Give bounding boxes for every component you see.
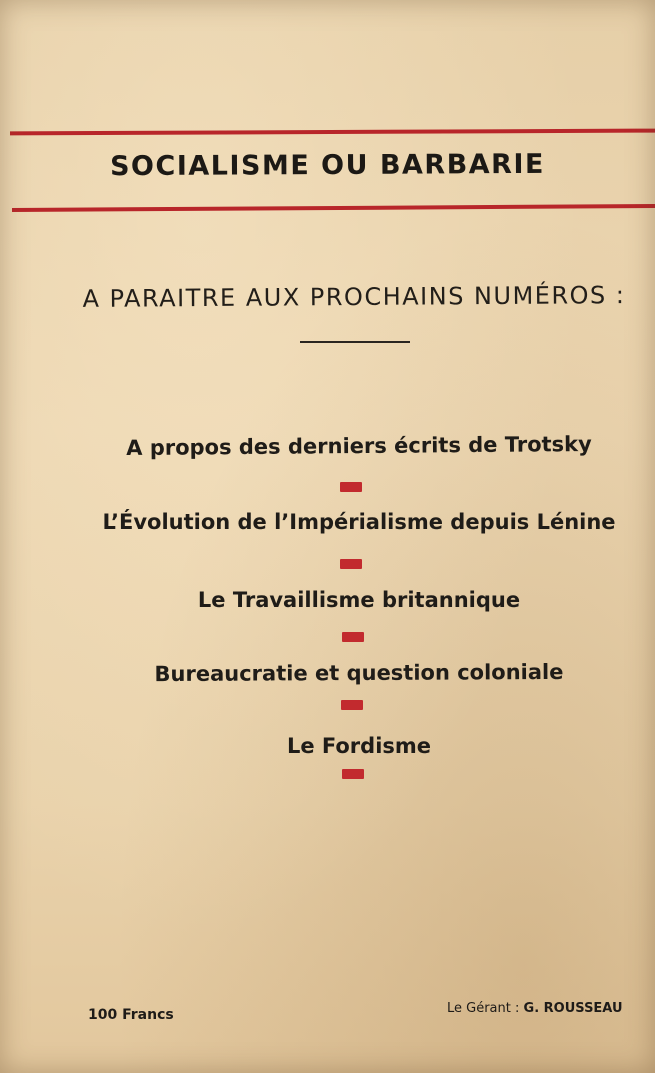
masthead-bottom-rule <box>12 204 655 212</box>
red-separator-mark <box>342 632 364 642</box>
publisher-credit <box>447 1001 623 1016</box>
article-title: Bureaucratie et question coloniale <box>154 659 564 687</box>
article-title: Le Travaillisme britannique <box>197 588 521 612</box>
masthead-top-rule <box>10 129 655 136</box>
gerant-name: G. ROUSSEAU <box>523 1001 623 1016</box>
price-label: 100 Francs <box>88 1007 174 1023</box>
article-title: Le Fordisme <box>286 734 432 758</box>
heading-underline-rule <box>300 341 410 343</box>
red-separator-mark <box>342 769 364 779</box>
red-separator-mark <box>341 700 363 710</box>
journal-title: SOCIALISME OU BARBARIE <box>109 148 546 183</box>
article-title: A propos des derniers écrits de Trotsky <box>126 431 592 461</box>
red-separator-mark <box>340 559 362 569</box>
forthcoming-heading: A PARAITRE AUX PROCHAINS NUMÉROS : <box>82 281 626 313</box>
gerant-label: Le Gérant : <box>447 1001 520 1016</box>
article-title: L’Évolution de l’Impérialisme depuis Lénine <box>102 510 616 534</box>
red-separator-mark <box>340 482 362 492</box>
